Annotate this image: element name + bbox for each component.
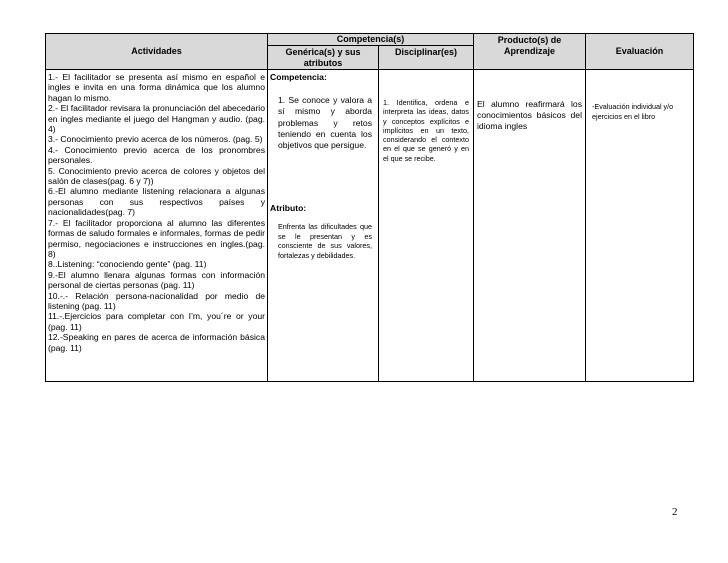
atributo-label: Atributo: [270,203,307,214]
atributo-text: Enfrenta las dificultades que se le presentan y es consciente de sus valores, fortalezas y debilidades. [278,222,372,260]
lesson-plan-table [45,33,694,382]
actividad-11: 11.-.Ejercicios para completar con I’m, you´re or your (pag. 11) [48,311,265,332]
actividad-4: 4.- Conocimiento previo acerca de los pronombres personales. [48,144,265,166]
evaluacion-text: -Evaluación individual y/o ejercicios en el libro [592,102,674,121]
actividad-10: 10.-.- Relación persona-nacionalidad por medio de listening (pag. 11) [48,290,265,311]
header-competencias-label: Competencia(s) [336,34,405,44]
actividad-5: 5. Conocimiento previo acerca de colores y objetos del salón de clases(pag. 6 y 7)) [48,165,265,187]
header-evaluacion [586,34,694,70]
evaluacion-cell [586,70,694,382]
header-actividades-label: Actividades [131,46,182,56]
actividad-1: 1.- El facilitador se presenta así mismo en español e ingles e invita en una forma dinámica que los alumno hagan lo mismo. [48,72,265,103]
header-generica-label: Genérica(s) y sus atributos [285,47,361,68]
actividad-2: 2.- El facilitador revisara la pronunciación del abecedario en ingles mediante el juego del Hangman y audio. (pag. 4) [48,103,265,135]
header-generica [268,46,379,70]
header-disciplinar-label: Disciplinar(es) [394,47,458,57]
actividad-7: 7.- El facilitador proporciona al alumno las diferentes formas de saludo formales e informales, formas de pedir permiso, negociaciones e instrucciones en ingles.(pag. 8) [48,217,265,259]
header-disciplinar [379,46,474,70]
competencia-label: Competencia: [270,72,327,82]
actividad-6: 6.-El alumno mediante listening relacionara a algunas personas con sus respectivos países y nacionalidades(pag. 7) [48,186,265,218]
producto-text: El alumno reafirmará los conocimientos básicos del idioma ingles [477,99,583,132]
actividades-cell [46,70,268,382]
actividad-12: 12.-Speaking en pares de acerca de información básica (pag. 11) [48,332,265,353]
actividad-9: 9.-El alumno llenara algunas formas con información personal de ciertas personas (pag. 11) [48,269,265,291]
disciplinar-cell [379,70,474,382]
header-competencias [268,34,474,46]
disciplinar-text: 1. Identifica, ordena e interpreta las ideas, datos y conceptos explícitos e implícitos en un texto, considerando el contexto en el que se generó y en el que se recibe. [383,98,470,163]
header-producto-label: Producto(s) de Aprendizaje [497,35,562,56]
generica-cell [268,70,379,382]
actividad-8: 8..Listening: “conociendo gente” (pag. 11) [48,259,207,270]
header-producto [474,34,586,70]
header-evaluacion-label: Evaluación [615,46,664,56]
actividad-3: 3.- Conocimiento previo acerca de los números. (pag. 5) [48,134,263,145]
header-actividades [46,34,268,70]
competencia-text: 1. Se conoce y valora a sí mismo y aborda problemas y retos teniendo en cuenta los objetivos que persigue. [278,95,372,151]
page-number: 2 [672,506,678,518]
producto-cell [474,70,586,382]
